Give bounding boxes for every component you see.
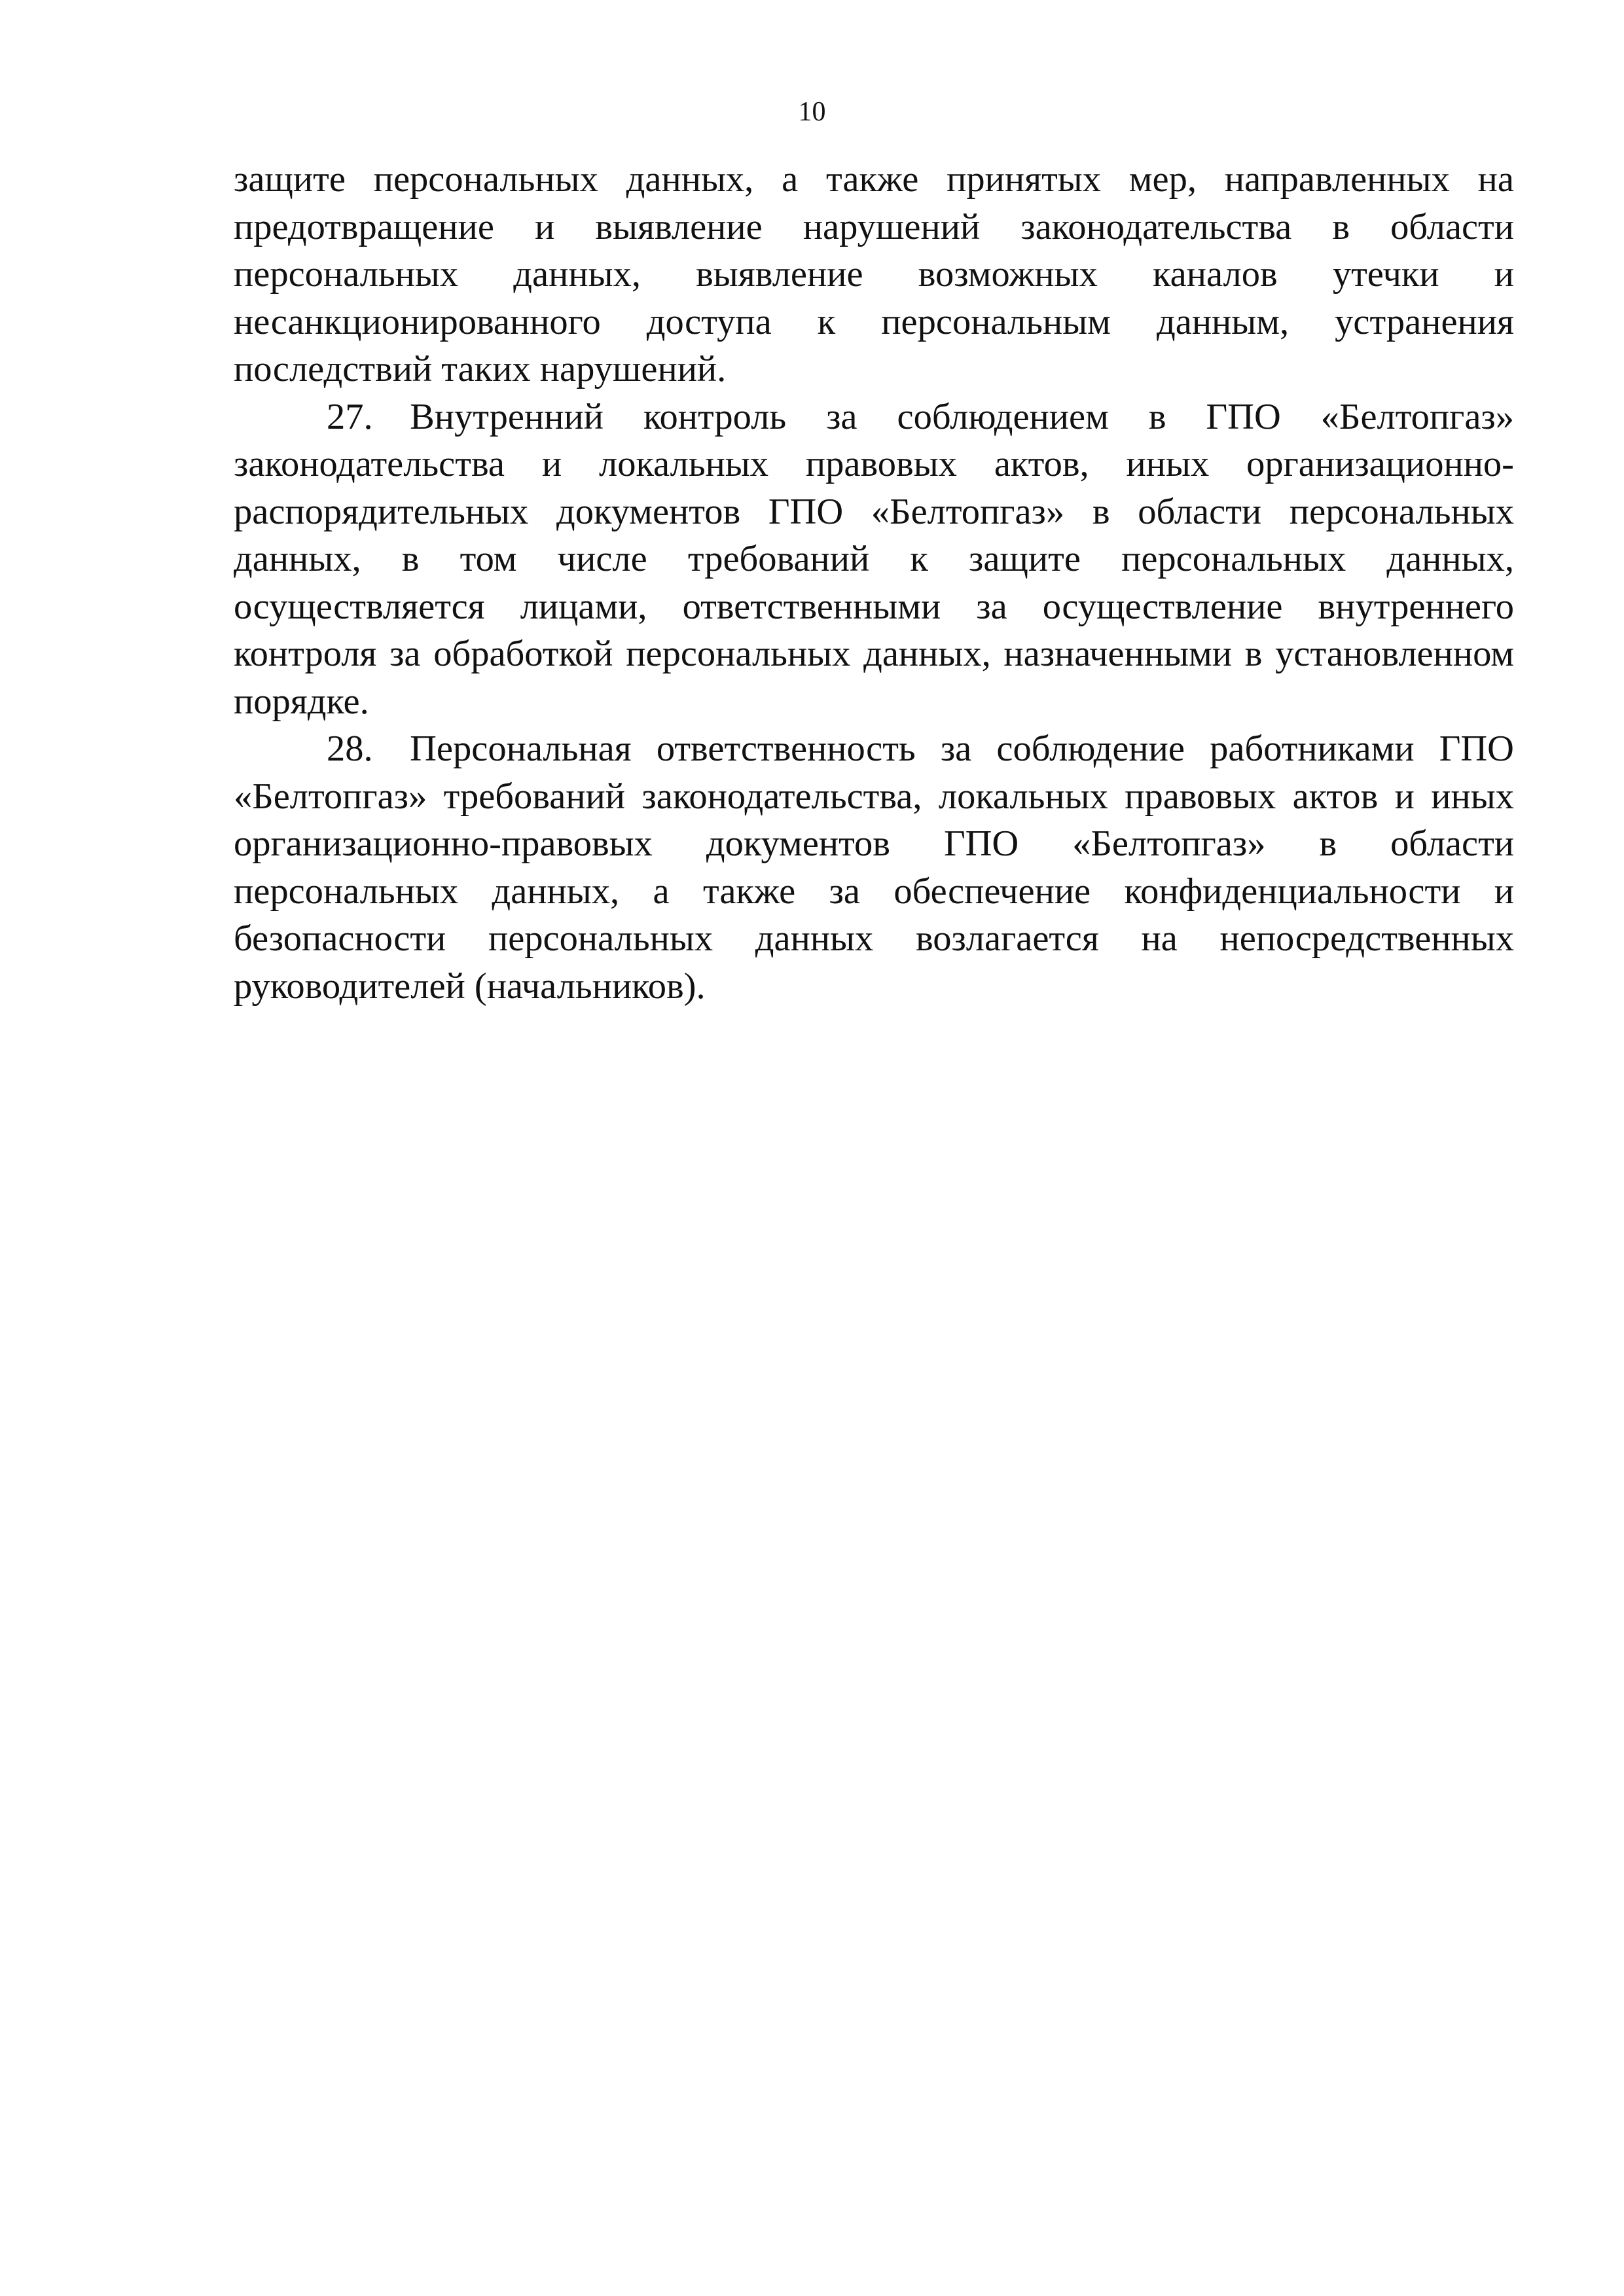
page-number: 10 <box>798 97 826 127</box>
paragraph-continuation: защите персональных данных, а также принятых мер, направленных на предотвращение и выявление нарушений законодательства в области персональных данных, выявление возможных каналов утечки и несанкционированного доступа к персональным данным, устранения последствий таких нарушений. <box>234 159 1514 389</box>
paragraph-28: 28. Персональная ответственность за соблюдение работниками ГПО «Белтопгаз» требований законодательства, локальных правовых актов и иных организационно-правовых документов ГПО «Белтопгаз» в области персональных данных, а также за обеспечение конфиденциальности и безопасности персональных данных возлагается на непосредственных руководителей (начальников). <box>234 728 1514 1007</box>
document-body <box>234 156 1514 1010</box>
paragraph-27: 27. Внутренний контроль за соблюдением в ГПО «Белтопгаз» законодательства и локальных правовых актов, иных организационно-распорядительных документов ГПО «Белтопгаз» в области персональных данных, в том числе требований к защите персональных данных, осуществляется лицами, ответственными за осуществление внутреннего контроля за обработкой персональных данных, назначенными в установленном порядке. <box>234 396 1514 722</box>
